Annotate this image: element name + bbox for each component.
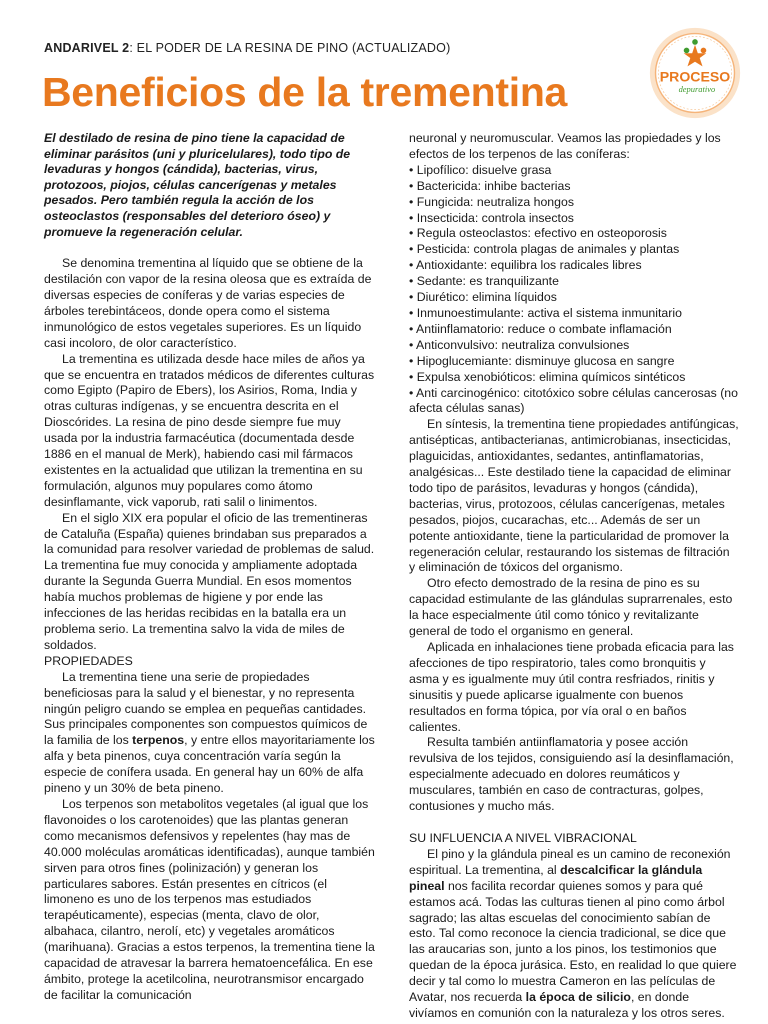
right-column: [409, 131, 739, 1022]
paragraph: La trementina es utilizada desde hace miles de años ya que se encuentra en tratados médicos de diferentes culturas como Egipto (Papiro de Ebers), los Asirios, Roma, India y otras culturas indígenas, y se encuentra descrita en el Dioscórides. La resina de pino desde siempre fue muy usada por la industria farmacéutica (documentada desde 1886 en el manual de Merk), habiendo casi mil fármacos existentes en la actualidad que utilizan la trementina en su formulación, algunos muy populares como átomo desinflamante, vick vaporub, rati salil o linimentos.: [44, 351, 375, 509]
list-item: • Diurético: elimina líquidos: [409, 290, 739, 306]
bold-term: descalcificar la glándula pineal: [409, 862, 703, 893]
list-item: • Insecticida: controla insectos: [409, 211, 739, 227]
list-item: • Pesticida: controla plagas de animales y plantas: [409, 242, 739, 258]
paragraph: En el siglo XIX era popular el oficio de las trementineras de Cataluña (España) quienes brindaban sus preparados a la comunidad para resolver variedad de problemas de salud. La trementina fue muy conocida y ampliamente adoptada durante la Segunda Guerra Mundial. En esos momentos había muchos problemas de higiene y por ende las infecciones de las heridas recibidas en la batalla era un problema serio. La trementina salvo la vida de miles de soldados.: [44, 510, 375, 652]
list-item: • Anti carcinogénico: citotóxico sobre células cancerosas (no afecta células sanas): [409, 386, 739, 418]
list-item: • Sedante: es tranquilizante: [409, 274, 739, 290]
section-kicker: [44, 41, 450, 55]
paragraph: neuronal y neuromuscular. Veamos las propiedades y los efectos de los terpenos de las coníferas:: [409, 131, 721, 161]
list-item: • Anticonvulsivo: neutraliza convulsiones: [409, 338, 739, 354]
list-item: • Regula osteoclastos: efectivo en osteoporosis: [409, 226, 739, 242]
list-item: • Fungicida: neutraliza hongos: [409, 195, 739, 211]
kicker-bold: ANDARIVEL 2: [44, 41, 130, 55]
paragraph: La trementina tiene una serie de propiedades beneficiosas para la salud y el bienestar, y no representa ningún peligro cuando se emplea en pequeñas cantidades. Sus principales componentes son compuestos químicos de la familia de los terpenos, y entre ellos mayoritariamente los alfa y beta pinenos, cuya concentración varía según la especie de conífera usada. En general hay un 60% de alfa pineno y un 30% de beta pineno.: [44, 669, 375, 796]
list-item: • Antioxidante: equilibra los radicales libres: [409, 258, 739, 274]
paragraph: En síntesis, la trementina tiene propiedades antifúngicas, antisépticas, antibacterianas, antimicrobianas, insecticidas, plaguicidas, antioxidantes, sedantes, antinflamatorias, analgésicas... Este destilado tiene la capacidad de eliminar todo tipo de parásitos, levaduras y hongos (cándida), bacterias, virus, protozoos, células cancerígenas, metales pesados, piojos, cucarachas, etc... Además de ser un potente antioxidante, tiene la particularidad de promover la regeneración celular, restaurando los sistemas de filtración y eliminación de tóxicos del organismo.: [409, 417, 739, 575]
logo-text-main: PROCESO: [659, 68, 731, 85]
page-title: Beneficios de la trementina: [42, 69, 568, 115]
list-item: • Hipoglucemiante: disminuye glucosa en sangre: [409, 354, 739, 370]
bold-term: la época de silicio: [525, 990, 631, 1005]
bold-term: terpenos: [132, 733, 185, 748]
paragraph: Se denomina trementina al líquido que se obtiene de la destilación con vapor de la resina oleosa que es extraída de diversas especies de coníferas y de varias especies de árboles terebintáceos, donde opera como el sistema inmunológico de estos vegetales superiores. Es un líquido casi incoloro, de olor característico.: [44, 256, 372, 350]
kicker-text: : EL PODER DE LA RESINA DE PINO (ACTUALIZADO): [129, 41, 451, 55]
list-item: • Inmunoestimulante: activa el sistema inmunitario: [409, 306, 739, 322]
list-item: • Bactericida: inhibe bacterias: [409, 179, 739, 195]
proceso-depurativo-logo: [648, 26, 742, 120]
properties-list: [409, 163, 739, 418]
section-heading-propiedades: PROPIEDADES: [44, 653, 133, 668]
paragraph: El pino y la glándula pineal es un camino de reconexión espiritual. La trementina, al descalcificar la glándula pineal nos facilita recordar quienes somos y para qué estamos acá. Todas las culturas tienen al pino como árbol sagrado; las altas escuelas del conocimiento sabían de esto. Tal como reconoce la ciencia tradicional, se dice que las araucarias son, junto a los pinos, los testimonios que quedan de la época jurásica. Esto, en realidad lo que quiere decir y tal como lo muestra Cameron en las películas de Avatar, nos recuerda la época de silicio, en donde vivíamos en comunión con la naturaleza y los otros seres.: [409, 846, 737, 1020]
paragraph: Los terpenos son metabolitos vegetales (al igual que los flavonoides o los carotenoides) que las plantas generan como mecanismos defensivos y repelentes (hay mas de 40.000 moléculas aromáticas identificadas), aunque también sirven para otros fines (polinización) y generan los particulares sabores. Están presentes en cítricos (el limoneno es uno de los terpenos mas estudiados terapéuticamente), especias (menta, clavo de olor, albahaca, cilantro, nerolí, etc) y vegetales aromáticos (marihuana). Gracias a estos terpenos, la trementina tiene la capacidad de atravesar la barrera hematoencefálica. En ese ámbito, protege la acetilcolina, neurotransmisor encargado de facilitar la comunicación: [44, 796, 375, 1002]
list-item: • Expulsa xenobióticos: elimina químicos sintéticos: [409, 370, 739, 386]
paragraph: Resulta también antiinflamatoria y posee acción revulsiva de los tejidos, consiguiendo así la desinflamación, especialmente adecuado en dolores reumáticos y musculares, también en caso de contracturas, golpes, contusiones y mucho más.: [409, 735, 734, 814]
list-item: • Lipofílico: disuelve grasa: [409, 163, 739, 179]
logo-text-sub: depurativo: [678, 83, 716, 94]
paragraph: Aplicada en inhalaciones tiene probada eficacia para las afecciones de tipo respiratorio, tales como bronquitis y asma y es igualmente muy útil contra resfriados, rinitis y sinusitis y puede aplicarse igualmente con buenos resultados en forma tópica, por vía oral o en baños calientes.: [409, 640, 734, 734]
list-item: • Antiinflamatorio: reduce o combate inflamación: [409, 322, 739, 338]
section-heading-vibracional: SU INFLUENCIA A NIVEL VIBRACIONAL: [409, 830, 637, 845]
paragraph: Otro efecto demostrado de la resina de pino es su capacidad estimulante de las glándulas suprarrenales, esto la hace especialmente útil como tónico y revitalizante general de todo el organismo en general.: [409, 576, 733, 639]
left-column: [44, 131, 376, 1004]
intro-paragraph: El destilado de resina de pino tiene la capacidad de eliminar parásitos (uni y pluricelulares), todo tipo de levaduras y hongos (cándida), bacterias, virus, protozoos, piojos, células cancerígenas y metales pesados. Pero también regula la acción de los osteoclastos (responsables del deterioro óseo) y promueve la regeneración celular.: [44, 131, 351, 239]
